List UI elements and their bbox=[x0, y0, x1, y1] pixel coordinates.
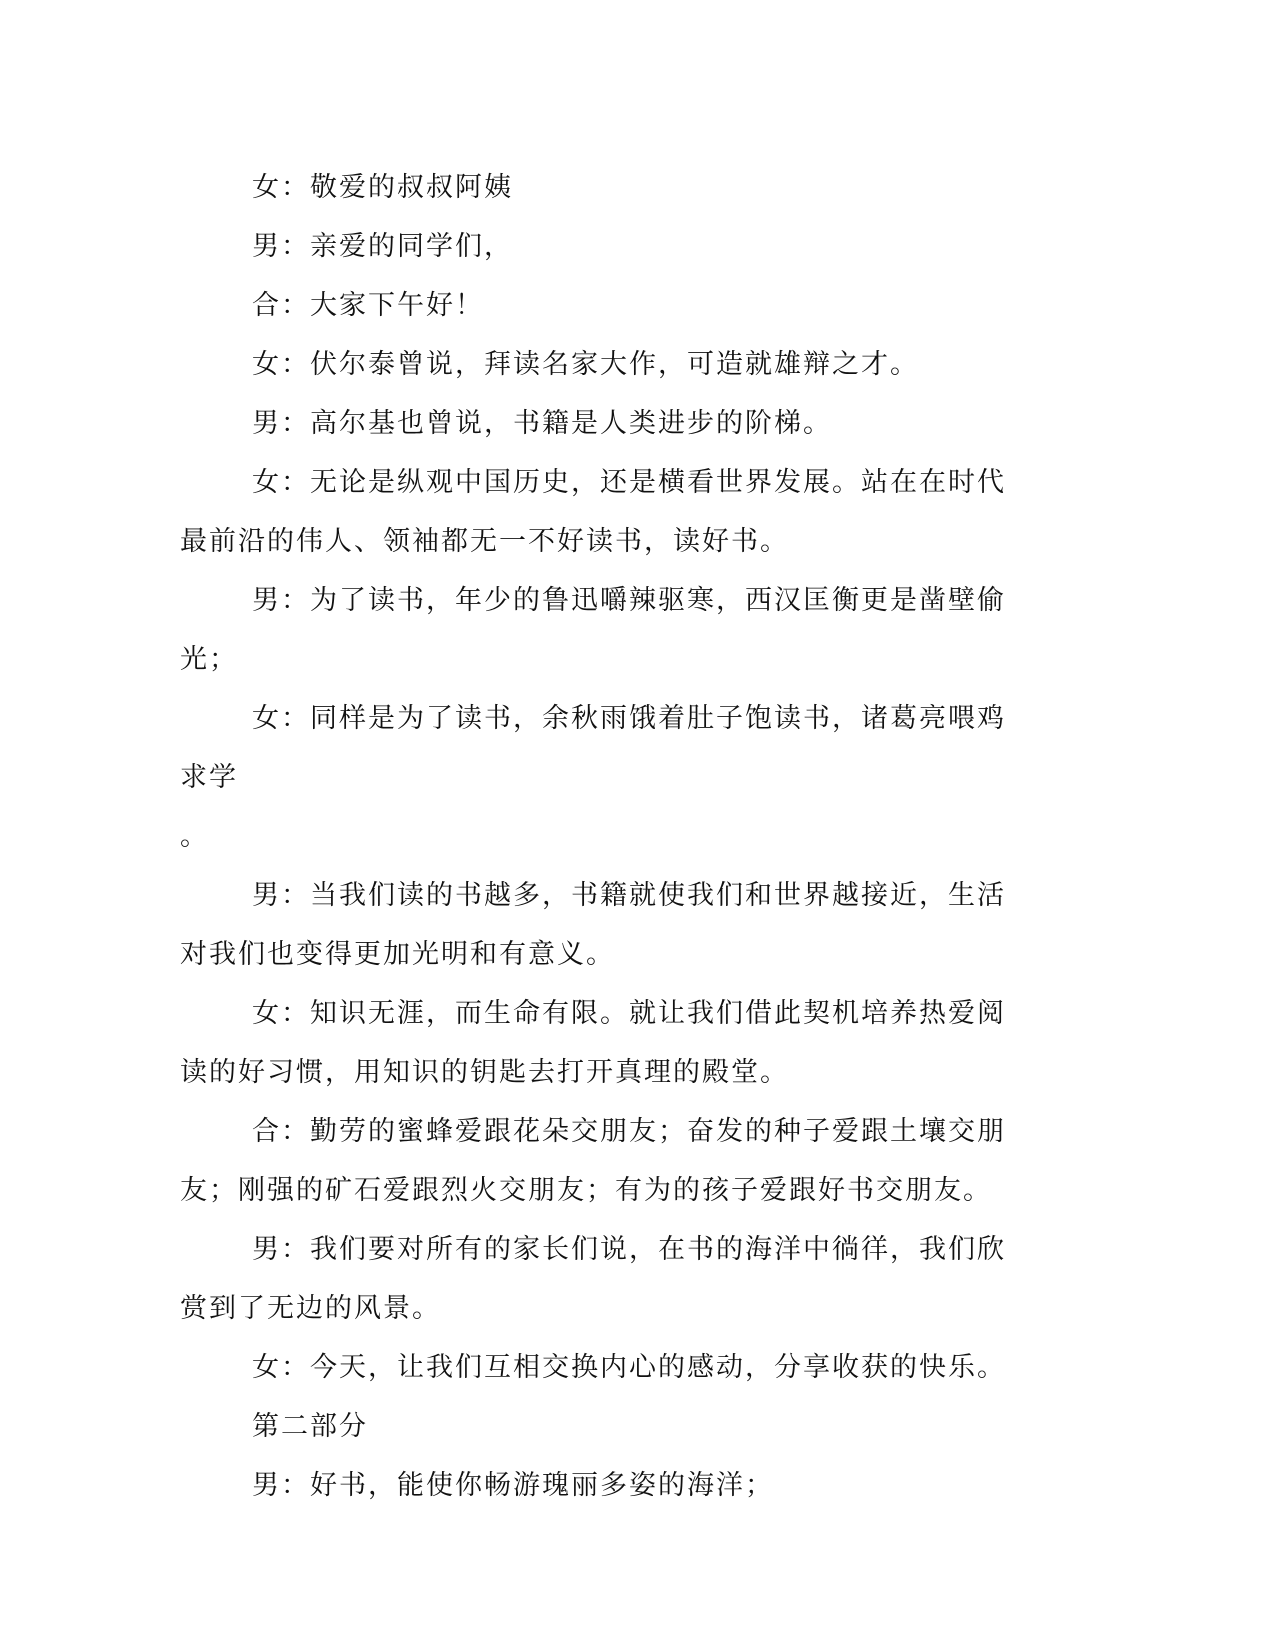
paragraph-yuqiuyu: 女：同样是为了读书，余秋雨饿着肚子饱读书，诸葛亮喂鸡求学 bbox=[180, 703, 1006, 793]
paragraph-knowledge: 女：知识无涯，而生命有限。就让我们借此契机培养热爱阅读的好习惯，用知识的钥匙去打开真理的殿堂。 bbox=[180, 998, 1006, 1088]
paragraph-gorky-quote: 男：高尔基也曾说，书籍是人类进步的阶梯。 bbox=[252, 408, 832, 439]
paragraph-greeting-male: 男：亲爱的同学们， bbox=[252, 231, 513, 262]
paragraph-trailing-period: 。 bbox=[180, 821, 209, 852]
paragraph-friends: 合：勤劳的蜜蜂爱跟花朵交朋友；奋发的种子爱跟土壤交朋友；刚强的矿石爱跟烈火交朋友；有为的孩子爱跟好书交朋友。 bbox=[180, 1116, 1006, 1206]
paragraph-greeting-female: 女：敬爱的叔叔阿姨 bbox=[252, 172, 513, 203]
section-heading-part-two: 第二部分 bbox=[252, 1411, 368, 1442]
paragraph-luxun: 男：为了读书，年少的鲁迅嚼辣驱寒，西汉匡衡更是凿壁偷光； bbox=[180, 585, 1006, 675]
paragraph-greeting-together: 合：大家下午好！ bbox=[252, 290, 484, 321]
paragraph-history: 女：无论是纵观中国历史，还是横看世界发展。站在在时代最前沿的伟人、领袖都无一不好读书，读好书。 bbox=[180, 467, 1006, 557]
paragraph-voltaire-quote: 女：伏尔泰曾说，拜读名家大作，可造就雄辩之才。 bbox=[252, 349, 919, 380]
paragraph-share: 女：今天，让我们互相交换内心的感动，分享收获的快乐。 bbox=[252, 1352, 1006, 1383]
document-body bbox=[180, 158, 1030, 1515]
paragraph-good-books: 男：好书，能使你畅游瑰丽多姿的海洋； bbox=[252, 1470, 774, 1501]
paragraph-parents: 男：我们要对所有的家长们说，在书的海洋中徜徉，我们欣赏到了无边的风景。 bbox=[180, 1234, 1006, 1324]
paragraph-books-world: 男：当我们读的书越多，书籍就使我们和世界越接近，生活对我们也变得更加光明和有意义。 bbox=[180, 880, 1006, 970]
